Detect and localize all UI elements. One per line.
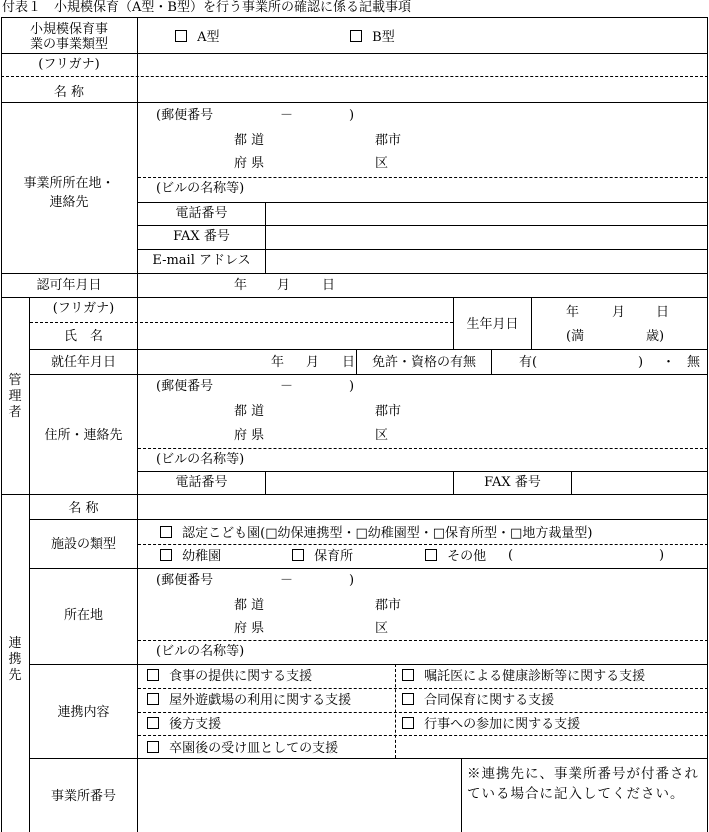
content-item-doctor[interactable]: 嘱託医による健康診断等に関する支援 [402,669,645,683]
checkbox-a[interactable] [175,30,187,42]
manager-postal-close: ) [349,379,355,394]
gunshi-label: 郡市 [375,133,402,148]
checkbox-joint[interactable] [402,693,414,705]
manager-postal-label: (郵便番号 [156,379,214,394]
manager-fuken: 府 県 [234,428,265,443]
partner-todo: 都 道 [234,598,265,613]
content-label: 連携内容 [57,705,110,720]
type-option-a[interactable]: A型 [175,30,220,44]
age-open: (満 [566,329,585,344]
license-yes[interactable]: 有( [519,355,538,370]
content-item-graduates[interactable]: 卒園後の受け皿としての支援 [147,741,338,755]
checkbox-playground[interactable] [147,693,159,705]
fax-label: FAX 番号 [173,229,230,244]
address-label: 事業所所在地・ 連絡先 [23,176,115,210]
type-label: 小規模保育事 業の事業類型 [29,22,108,52]
checkbox-backup[interactable] [147,717,159,729]
furigana-label: (フリガナ) [38,57,100,72]
appointed-year: 年 [271,355,285,370]
name-input[interactable] [138,76,708,102]
checkbox-graduates[interactable] [147,741,159,753]
facility-type-label: 施設の類型 [50,537,116,552]
content-item-meals[interactable]: 食事の提供に関する支援 [147,669,312,683]
content-item-events[interactable]: 行事への参加に関する支援 [402,717,580,731]
checkbox-b[interactable] [350,30,362,42]
checkbox-doctor[interactable] [402,669,414,681]
manager-fax-label: FAX 番号 [484,475,541,490]
facility-opt-center[interactable]: 認定こども園(□幼保連携型・□幼稚園型・□保育所型・□地方裁量型) [160,526,592,540]
todo-label: 都 道 [234,133,265,148]
approval-label: 認可年月日 [36,278,102,293]
email-label: E-mail アドレス [152,253,251,268]
partner-side-label: 連携先 [8,636,22,683]
office-number-input[interactable] [138,759,461,832]
appointed-label: 就任年月日 [50,355,116,370]
manager-postal-dash: － [280,379,294,394]
manager-name-label: 氏 名 [63,329,103,344]
partner-postal-dash: － [280,573,294,588]
fax-input[interactable] [266,226,708,249]
furigana-input[interactable] [138,53,708,76]
license-label: 免許・資格の有無 [371,355,476,370]
manager-building: (ビルの名称等) [156,452,245,467]
manager-phone-label: 電話番号 [175,475,228,490]
partner-ku: 区 [375,621,389,636]
birth-day: 日 [656,305,670,320]
other-close: ) [659,548,665,563]
fuken-label: 府 県 [234,156,265,171]
checkbox-center[interactable] [160,526,172,538]
page-title: 付表１ 小規模保育（A型・B型）を行う事業所の確認に係る記載事項 [2,0,411,15]
facility-opt-nursery[interactable]: 保育所 [292,549,353,563]
other-open: ( [508,548,514,563]
birth-month: 月 [612,305,626,320]
manager-fax-input[interactable] [572,472,708,494]
manager-gunshi: 郡市 [375,404,402,419]
office-number-note: ※連携先に、事業所番号が付番されている場合に記入してください。 [467,766,699,802]
checkbox-other[interactable] [425,549,437,561]
manager-phone-input[interactable] [266,472,453,494]
partner-name-label: 名 称 [68,501,99,516]
birth-label: 生年月日 [466,317,519,332]
checkbox-kindergarten[interactable] [160,549,172,561]
content-item-backup[interactable]: 後方支援 [147,717,221,731]
location-label: 所在地 [63,608,103,623]
partner-name-input[interactable] [138,495,708,519]
manager-name-input[interactable] [138,323,453,349]
partner-fuken: 府 県 [234,621,265,636]
phone-label: 電話番号 [175,206,228,221]
manager-ku: 区 [375,428,389,443]
office-number-label: 事業所番号 [50,789,116,804]
manager-furigana-label: (フリガナ) [52,301,115,316]
content-item-joint[interactable]: 合同保育に関する支援 [402,693,554,707]
manager-side-label: 管理者 [8,373,22,420]
approval-day: 日 [322,278,336,293]
appointed-day: 日 [342,355,356,370]
appointed-month: 月 [306,355,320,370]
facility-opt-other[interactable]: その他 [425,549,486,563]
building-label: (ビルの名称等) [156,181,245,196]
manager-todo: 都 道 [234,404,265,419]
approval-year: 年 [234,278,248,293]
birth-year: 年 [566,305,580,320]
license-dot: ・ [662,355,676,370]
partner-building: (ビルの名称等) [156,644,245,659]
license-close: ) [638,355,644,370]
manager-address-label: 住所・連絡先 [44,428,123,443]
name-label: 名 称 [53,85,85,100]
partner-gunshi: 郡市 [375,598,402,613]
approval-month: 月 [277,278,291,293]
content-item-playground[interactable]: 屋外遊戯場の利用に関する支援 [147,693,351,707]
postal-close: ) [349,108,355,123]
partner-postal-label: (郵便番号 [156,573,214,588]
manager-furigana-input[interactable] [138,298,453,322]
checkbox-nursery[interactable] [292,549,304,561]
age-close: 歳) [646,329,665,344]
checkbox-events[interactable] [402,717,414,729]
partner-postal-close: ) [349,573,355,588]
email-input[interactable] [266,250,708,273]
postal-label: (郵便番号 [156,108,214,123]
license-no[interactable]: 無 [687,355,701,370]
postal-dash: － [280,108,294,123]
ku-label: 区 [375,156,389,171]
phone-input[interactable] [266,203,708,225]
type-option-b[interactable]: B型 [350,30,395,44]
checkbox-meals[interactable] [147,669,159,681]
facility-opt-kindergarten[interactable]: 幼稚園 [160,549,221,563]
